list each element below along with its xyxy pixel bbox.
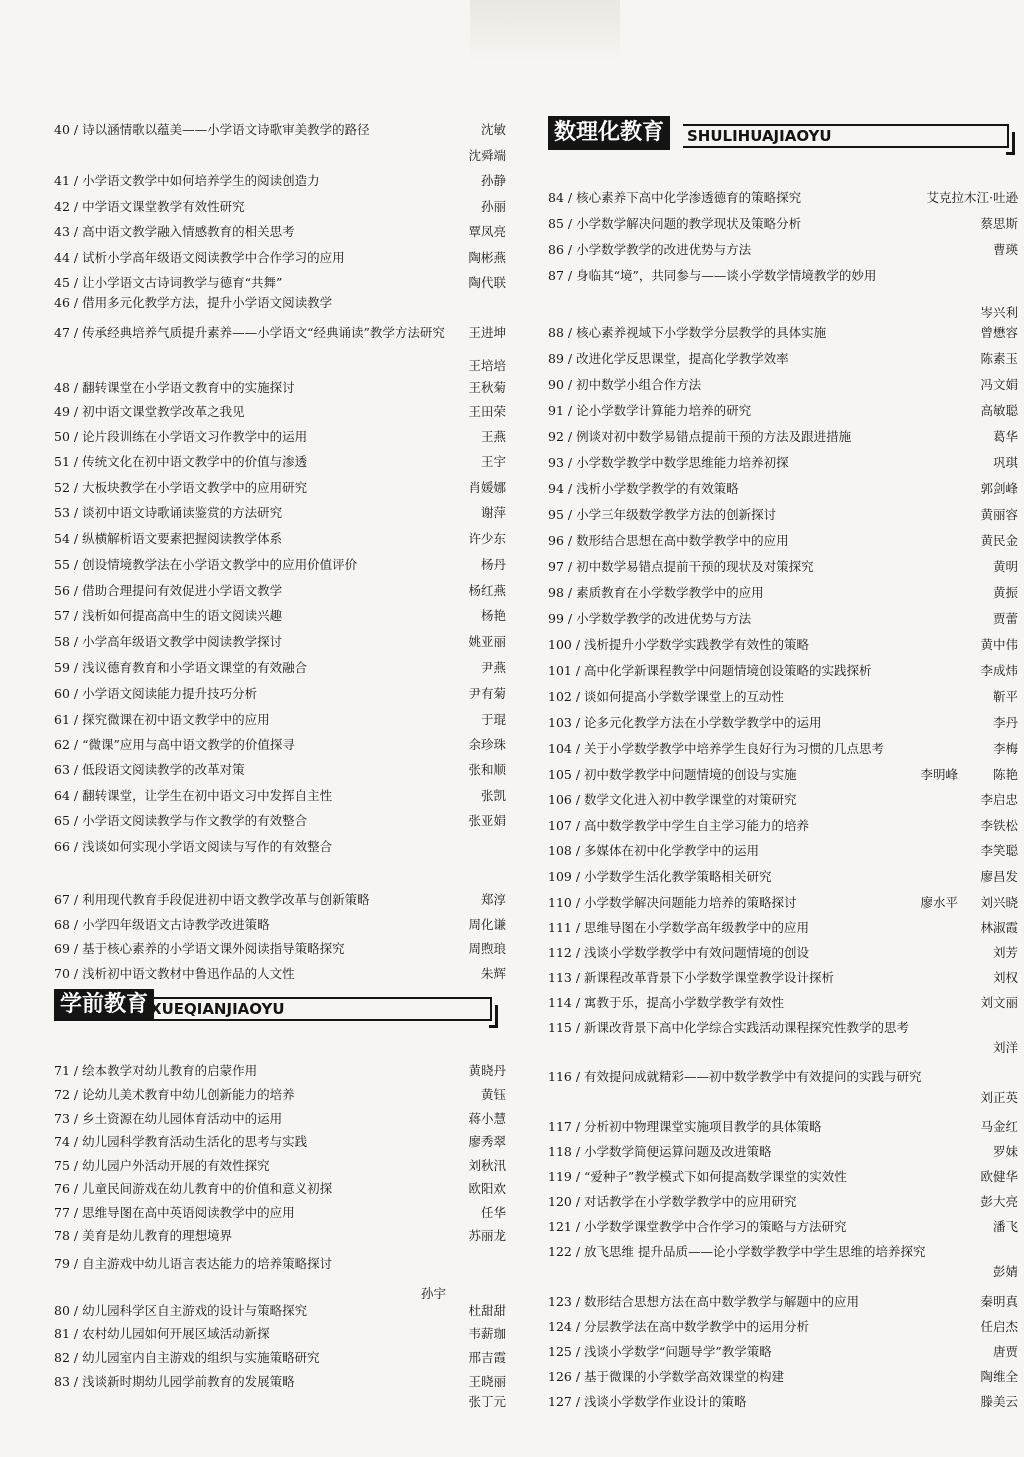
toc-entry [54,762,506,784]
toc-entry-author: 尹燕 [480,660,506,675]
toc-entry-author: 于琨 [480,712,506,727]
toc-entry [548,403,1018,425]
toc-entry-author: 高敏聪 [980,403,1018,418]
toc-entry [548,325,1018,347]
toc-entry [54,295,506,317]
toc-entry-author: 朱辉 [480,966,506,981]
toc-entry-title: 70 / 浅析初中语文教材中鲁迅作品的人文性 [54,966,295,981]
toc-entry [548,611,1018,633]
toc-entry [54,454,506,476]
toc-entry-coauthor: 廖水平 [920,895,958,910]
toc-entry-title: 97 / 初中数学易错点提前干预的现状及对策探究 [548,559,814,574]
toc-entry [54,429,506,451]
toc-entry-title: 54 / 纵横解析语文要素把握阅读教学体系 [54,531,283,546]
toc-entry-author: 岑兴利 [980,305,1018,320]
toc-entry-title: 103 / 论多元化教学方法在小学数学教学中的运用 [548,715,822,730]
toc-entry-title: 110 / 小学数学解决问题能力培养的策略探讨 [548,895,797,910]
toc-entry-title: 111 / 思维导图在小学数学高年级教学中的应用 [548,920,810,935]
toc-entry-author: 刘正英 [980,1090,1018,1105]
toc-entry-title: 42 / 中学语文课堂教学有效性研究 [54,199,245,214]
toc-entry-author: 杨艳 [480,608,506,623]
toc-entry-author: 彭大亮 [980,1194,1018,1209]
toc-entry-author: 刘文丽 [980,995,1018,1010]
toc-entry [548,843,1018,865]
toc-entry-title: 47 / 传承经典培养气质提升素养——小学语文“经典诵读”教学方法研究 [54,325,445,340]
toc-entry-author: 任华 [480,1205,506,1220]
toc-entry-author: 刘权 [992,970,1018,985]
toc-entry-author: 曾懋容 [980,325,1018,340]
toc-entry-title: 56 / 借助合理提问有效促进小学语文教学 [54,583,283,598]
toc-entry-author: 余珍珠 [468,737,506,752]
toc-entry [548,1194,1018,1216]
toc-entry [548,818,1018,840]
toc-entry [54,1087,506,1109]
toc-entry-author: 陈素玉 [980,351,1018,366]
toc-entry [548,689,1018,711]
toc-entry-title: 112 / 浅谈小学数学教学中有效问题情境的创设 [548,945,810,960]
toc-entry-author: 黄晓丹 [468,1063,506,1078]
toc-entry-title: 92 / 例谈对初中数学易错点提前干预的方法及跟进措施 [548,429,852,444]
toc-entry-title: 53 / 谈初中语文诗歌诵读鉴赏的方法研究 [54,505,283,520]
toc-entry [548,216,1018,238]
toc-entry [548,1264,1018,1286]
toc-entry-title: 43 / 高中语文教学融入情感教育的相关思考 [54,224,295,239]
toc-entry-title: 114 / 寓教于乐，提高小学数学教学有效性 [548,995,785,1010]
toc-entry-title: 58 / 小学高年级语文教学中阅读教学探讨 [54,634,283,649]
toc-entry-title: 67 / 利用现代教育手段促进初中语文教学改革与创新策略 [54,892,370,907]
toc-entry-author: 李成炜 [980,663,1018,678]
toc-entry-author: 王晓丽 [468,1374,506,1389]
toc-entry-author: 苏丽龙 [468,1228,506,1243]
toc-entry [54,1256,506,1301]
toc-entry-author: 王田荣 [468,404,506,419]
toc-entry-author: 艾克拉木江·吐逊 [926,190,1018,205]
toc-entry [54,199,506,221]
toc-entry [548,792,1018,814]
toc-entry-author: 曹瑛 [992,242,1018,257]
toc-entry-title: 105 / 初中数学教学中问题情境的创设与实施 [548,767,797,782]
toc-entry-title: 51 / 传统文化在初中语文教学中的价值与渗透 [54,454,308,469]
toc-entry [548,715,1018,737]
toc-entry-title: 98 / 素质教育在小学数学教学中的应用 [548,585,764,600]
toc-entry-title: 59 / 浅议德育教育和小学语文课堂的有效融合 [54,660,308,675]
toc-entry-author: 李铁松 [980,818,1018,833]
toc-entry-title: 126 / 基于微课的小学数学高效课堂的构建 [548,1369,785,1384]
toc-entry [54,1228,506,1250]
toc-entry-title: 101 / 高中化学新课程教学中问题情境创设策略的实践探析 [548,663,872,678]
toc-entry [54,224,506,246]
toc-entry-author: 刘芳 [992,945,1018,960]
toc-entry-author: 杜甜甜 [468,1303,506,1318]
toc-entry-title: 89 / 改进化学反思课堂，提高化学教学效率 [548,351,789,366]
toc-entry-title: 63 / 低段语文阅读教学的改革对策 [54,762,245,777]
toc-entry [54,788,506,810]
toc-entry [548,585,1018,607]
toc-entry-author: 张丁元 [468,1394,506,1409]
toc-entry-title: 107 / 高中数学教学中学生自主学习能力的培养 [548,818,810,833]
toc-entry-title: 55 / 创设情境教学法在小学语文教学中的应用价值评价 [54,557,358,572]
section-title-en: SHULIHUAJIAOYU [683,124,1009,148]
toc-entry-author: 李丹 [992,715,1018,730]
toc-entry-author: 张和顺 [468,762,506,777]
toc-entry-title: 108 / 多媒体在初中化学教学中的运用 [548,843,760,858]
toc-entry-author: 刘兴晓 [980,895,1018,910]
toc-entry-title: 91 / 论小学数学计算能力培养的研究 [548,403,752,418]
toc-entry [548,1090,1018,1112]
toc-entry-author: 廖昌发 [980,869,1018,884]
toc-entry [54,583,506,605]
toc-entry [54,531,506,553]
toc-entry-title: 48 / 翻转课堂在小学语文教育中的实施探讨 [54,380,295,395]
toc-entry-author: 王培培 [468,358,506,373]
toc-entry [54,505,506,527]
toc-entry-title: 100 / 浅析提升小学数学实践教学有效性的策略 [548,637,810,652]
toc-entry-title: 106 / 数学文化进入初中教学课堂的对策研究 [548,792,797,807]
toc-entry-author: 马金红 [980,1119,1018,1134]
toc-entry-author: 郭剑峰 [980,481,1018,496]
toc-entry [54,941,506,963]
toc-entry-title: 86 / 小学数学教学的改进优势与方法 [548,242,752,257]
toc-entry [548,1119,1018,1141]
toc-entry-author: 覃凤亮 [468,224,506,239]
toc-entry-title: 87 / 身临其“境”，共同参与——谈小学数学情境教学的妙用 [548,268,877,283]
toc-entry [548,895,1018,917]
toc-entry [54,380,506,402]
toc-entry-author: 孙静 [480,173,506,188]
toc-entry-author: 冯文娟 [980,377,1018,392]
toc-entry-title: 122 / 放飞思维 提升品质——论小学数学教学中学生思维的培养探究 [548,1244,926,1259]
toc-entry [548,920,1018,942]
toc-entry [548,1219,1018,1241]
toc-entry [54,813,506,835]
toc-entry-title: 78 / 美育是幼儿教育的理想境界 [54,1228,233,1243]
toc-entry-title: 117 / 分析初中物理课堂实施项目教学的具体策略 [548,1119,822,1134]
toc-entry-title: 46 / 借用多元化教学方法，提升小学语文阅读教学 [54,295,333,310]
toc-entry-title: 60 / 小学语文阅读能力提升技巧分析 [54,686,258,701]
toc-entry-author: 肖媛娜 [468,480,506,495]
toc-entry [54,480,506,502]
toc-entry [548,1144,1018,1166]
toc-entry [54,1374,506,1396]
toc-entry [54,608,506,630]
toc-entry-author: 巩琪 [992,455,1018,470]
toc-entry-author: 谢萍 [480,505,506,520]
toc-entry [54,1111,506,1133]
toc-entry [548,268,1018,290]
toc-entry-title: 52 / 大板块教学在小学语文教学中的应用研究 [54,480,308,495]
toc-entry [548,1394,1018,1416]
toc-entry [548,637,1018,659]
toc-entry-title: 102 / 谈如何提高小学数学课堂上的互动性 [548,689,785,704]
toc-entry [54,358,506,380]
toc-entry-author: 陈艳 [992,767,1018,782]
toc-entry [548,1244,1018,1266]
toc-entry-author: 彭婧 [992,1264,1018,1279]
toc-entry [548,970,1018,992]
toc-entry-author: 黄钰 [480,1087,506,1102]
toc-entry-author: 李梅 [992,741,1018,756]
toc-entry-author: 贾蕾 [992,611,1018,626]
toc-entry [54,404,506,426]
toc-entry [54,557,506,579]
toc-entry-author: 周化谦 [468,917,506,932]
toc-entry [548,1319,1018,1341]
toc-entry-title: 123 / 数形结合思想方法在高中数学教学与解题中的应用 [548,1294,860,1309]
toc-entry-author: 韦薪珈 [468,1326,506,1341]
toc-entry-author: 廖秀翠 [468,1134,506,1149]
toc-entry-author: 王秋菊 [468,380,506,395]
toc-entry-title: 127 / 浅谈小学数学作业设计的策略 [548,1394,747,1409]
toc-entry [54,1394,506,1416]
toc-entry-author: 杨红燕 [468,583,506,598]
toc-entry-author: 孙丽 [480,199,506,214]
section-title-cn: 学前教育 [54,989,154,1021]
toc-entry-title: 71 / 绘本教学对幼儿教育的启蒙作用 [54,1063,258,1078]
toc-entry [54,1350,506,1372]
toc-entry-author: 王宇 [480,454,506,469]
toc-entry-title: 50 / 论片段训练在小学语文习作教学中的运用 [54,429,308,444]
toc-entry-author: 王进坤 [468,325,506,340]
toc-entry-author: 郑淳 [480,892,506,907]
section-title-cn: 数理化教育 [548,116,670,150]
toc-entry-author: 靳平 [992,689,1018,704]
toc-entry [548,305,1018,327]
toc-entry-author: 黄振 [992,585,1018,600]
toc-entry-author: 沈敏 [480,122,506,137]
toc-entry [548,995,1018,1017]
toc-entry-author: 杨丹 [480,557,506,572]
toc-entry-title: 90 / 初中数学小组合作方法 [548,377,702,392]
toc-entry-title: 44 / 试析小学高年级语文阅读教学中合作学习的应用 [54,250,345,265]
toc-entry-author: 李启忠 [980,792,1018,807]
toc-entry-title: 65 / 小学语文阅读教学与作文教学的有效整合 [54,813,308,828]
toc-entry [54,1181,506,1203]
toc-entry-title: 49 / 初中语文课堂教学改革之我见 [54,404,245,419]
toc-entry [54,917,506,939]
toc-entry-title: 82 / 幼儿园室内自主游戏的组织与实施策略研究 [54,1350,320,1365]
toc-entry [54,275,506,297]
toc-entry-author: 王燕 [480,429,506,444]
toc-entry [54,712,506,734]
toc-entry-author: 罗妹 [992,1144,1018,1159]
toc-entry-title: 73 / 乡土资源在幼儿园体育活动中的运用 [54,1111,283,1126]
toc-entry [548,1069,1018,1091]
toc-entry-author: 秦明真 [980,1294,1018,1309]
toc-entry-title: 118 / 小学数学简便运算问题及改进策略 [548,1144,772,1159]
toc-entry [548,559,1018,581]
toc-entry [54,1134,506,1156]
toc-entry-author: 唐贾 [992,1344,1018,1359]
toc-entry-title: 80 / 幼儿园科学区自主游戏的设计与策略探究 [54,1303,308,1318]
toc-entry-author: 潘飞 [992,1219,1018,1234]
toc-entry [54,122,506,144]
toc-entry [548,1369,1018,1391]
toc-entry-author: 黄中伟 [980,637,1018,652]
toc-entry [54,966,506,988]
toc-entry-title: 96 / 数形结合思想在高中数学教学中的应用 [548,533,789,548]
toc-entry-author: 许少东 [468,531,506,546]
toc-entry-author: 蔡思斯 [980,216,1018,231]
toc-entry-title: 69 / 基于核心素养的小学语文课外阅读指导策略探究 [54,941,345,956]
toc-entry [54,1303,506,1325]
toc-entry-coauthor: 李明峰 [920,767,958,782]
toc-entry-title: 120 / 对话教学在小学数学教学中的应用研究 [548,1194,797,1209]
toc-entry-title: 68 / 小学四年级语文古诗教学改进策略 [54,917,270,932]
toc-entry [548,533,1018,555]
toc-entry-author: 林淑霞 [980,920,1018,935]
toc-entry-author: 李笑聪 [980,843,1018,858]
section-title-en: XUEQIANJIAOYU [146,997,492,1021]
toc-entry [54,686,506,708]
toc-entry [548,242,1018,264]
toc-entry-author: 陶彬燕 [468,250,506,265]
toc-entry-author: 葛华 [992,429,1018,444]
toc-entry [548,481,1018,503]
toc-entry-author: 陶代联 [468,275,506,290]
toc-entry-title: 85 / 小学数学解决问题的教学现状及策略分析 [548,216,802,231]
toc-entry [54,660,506,682]
toc-entry [54,737,506,759]
toc-entry-author: 姚亚丽 [468,634,506,649]
toc-entry-author: 张亚娟 [468,813,506,828]
toc-entry [54,892,506,914]
toc-entry-title: 57 / 浅析如何提高高中生的语文阅读兴趣 [54,608,283,623]
toc-entry-author: 蒋小慧 [468,1111,506,1126]
toc-entry-author: 刘秋汛 [468,1158,506,1173]
toc-entry [548,1020,1018,1042]
toc-entry-author: 黄明 [992,559,1018,574]
toc-entry [548,351,1018,373]
toc-entry-title: 62 / “微课”应用与高中语文教学的价值探寻 [54,737,295,752]
toc-entry [54,1205,506,1227]
toc-entry [548,377,1018,399]
toc-entry-title: 75 / 幼儿园户外活动开展的有效性探究 [54,1158,270,1173]
toc-entry-title: 94 / 浅析小学数学教学的有效策略 [548,481,739,496]
toc-entry-title: 41 / 小学语文教学中如何培养学生的阅读创造力 [54,173,320,188]
toc-entry-title: 119 / “爱种子”教学模式下如何提高数学课堂的实效性 [548,1169,847,1184]
toc-entry-title: 84 / 核心素养下高中化学渗透德育的策略探究 [548,190,802,205]
toc-entry [54,1326,506,1348]
toc-entry [548,1040,1018,1062]
toc-entry [54,1158,506,1180]
page-top-shadow [470,0,620,60]
toc-entry [548,429,1018,451]
toc-entry-author: 刘洋 [992,1040,1018,1055]
toc-entry [548,1344,1018,1366]
toc-entry-title: 83 / 浅谈新时期幼儿园学前教育的发展策略 [54,1374,295,1389]
toc-entry-title: 121 / 小学数学课堂教学中合作学习的策略与方法研究 [548,1219,847,1234]
toc-entry [54,148,506,170]
toc-entry [548,455,1018,477]
toc-entry-author: 黄民金 [980,533,1018,548]
toc-entry-title: 124 / 分层教学法在高中数学教学中的运用分析 [548,1319,810,1334]
toc-entry-author: 邢吉霞 [468,1350,506,1365]
toc-entry-author: 尹有菊 [468,686,506,701]
toc-entry-title: 116 / 有效提问成就精彩——初中数学教学中有效提问的实践与研究 [548,1069,922,1084]
toc-entry-title: 66 / 浅谈如何实现小学语文阅读与写作的有效整合 [54,839,333,854]
toc-entry [548,945,1018,967]
toc-entry-author: 黄丽容 [980,507,1018,522]
toc-entry-title: 72 / 论幼儿美术教育中幼儿创新能力的培养 [54,1087,295,1102]
toc-entry-title: 76 / 儿童民间游戏在幼儿教育中的价值和意义初探 [54,1181,333,1196]
toc-entry [54,839,506,861]
toc-entry [54,173,506,195]
toc-entry-title: 113 / 新课程改革背景下小学数学课堂教学设计探析 [548,970,835,985]
toc-entry-author: 陶维全 [980,1369,1018,1384]
toc-entry-coauthor: 孙宇 [420,1286,446,1301]
toc-entry-title: 95 / 小学三年级数学教学方法的创新探讨 [548,507,777,522]
toc-entry-title: 109 / 小学数学生活化教学策略相关研究 [548,869,772,884]
toc-entry-title: 115 / 新课改背景下高中化学综合实践活动课程探究性教学的思考 [548,1020,910,1035]
toc-entry-title: 88 / 核心素养视域下小学数学分层教学的具体实施 [548,325,827,340]
toc-entry-author: 欧阳欢 [468,1181,506,1196]
toc-entry [548,1294,1018,1316]
toc-entry-title: 77 / 思维导图在高中英语阅读教学中的应用 [54,1205,295,1220]
toc-entry-title: 79 / 自主游戏中幼儿语言表达能力的培养策略探讨 [54,1256,333,1271]
toc-entry-author: 滕美云 [980,1394,1018,1409]
toc-entry [54,1063,506,1085]
toc-entry [548,767,1018,789]
toc-entry-title: 61 / 探究微课在初中语文教学中的应用 [54,712,270,727]
toc-entry-title: 40 / 诗以涵情歌以蕴美——小学语文诗歌审美教学的路径 [54,122,370,137]
toc-entry [54,634,506,656]
toc-entry [548,869,1018,891]
toc-entry-author: 任启杰 [980,1319,1018,1334]
toc-entry-author: 周煦琅 [468,941,506,956]
toc-entry [548,507,1018,529]
toc-entry [54,325,506,347]
toc-entry [548,663,1018,685]
toc-entry-title: 64 / 翻转课堂，让学生在初中语文习中发挥自主性 [54,788,333,803]
toc-entry-author: 欧健华 [980,1169,1018,1184]
toc-entry [54,250,506,272]
toc-entry-title: 104 / 关于小学数学教学中培养学生良好行为习惯的几点思考 [548,741,885,756]
toc-entry-author: 张凯 [480,788,506,803]
toc-entry-title: 99 / 小学数学教学的改进优势与方法 [548,611,752,626]
toc-entry-title: 81 / 农村幼儿园如何开展区域活动新探 [54,1326,270,1341]
toc-entry [548,1169,1018,1191]
toc-entry-title: 125 / 浅谈小学数学“问题导学”教学策略 [548,1344,772,1359]
toc-entry-author: 沈舜端 [468,148,506,163]
toc-entry-title: 74 / 幼儿园科学教育活动生活化的思考与实践 [54,1134,308,1149]
toc-entry [548,741,1018,763]
toc-entry [548,190,1018,212]
toc-entry-title: 93 / 小学数学教学中数学思维能力培养初探 [548,455,789,470]
toc-entry-title: 45 / 让小学语文古诗词教学与德育“共舞” [54,275,283,290]
